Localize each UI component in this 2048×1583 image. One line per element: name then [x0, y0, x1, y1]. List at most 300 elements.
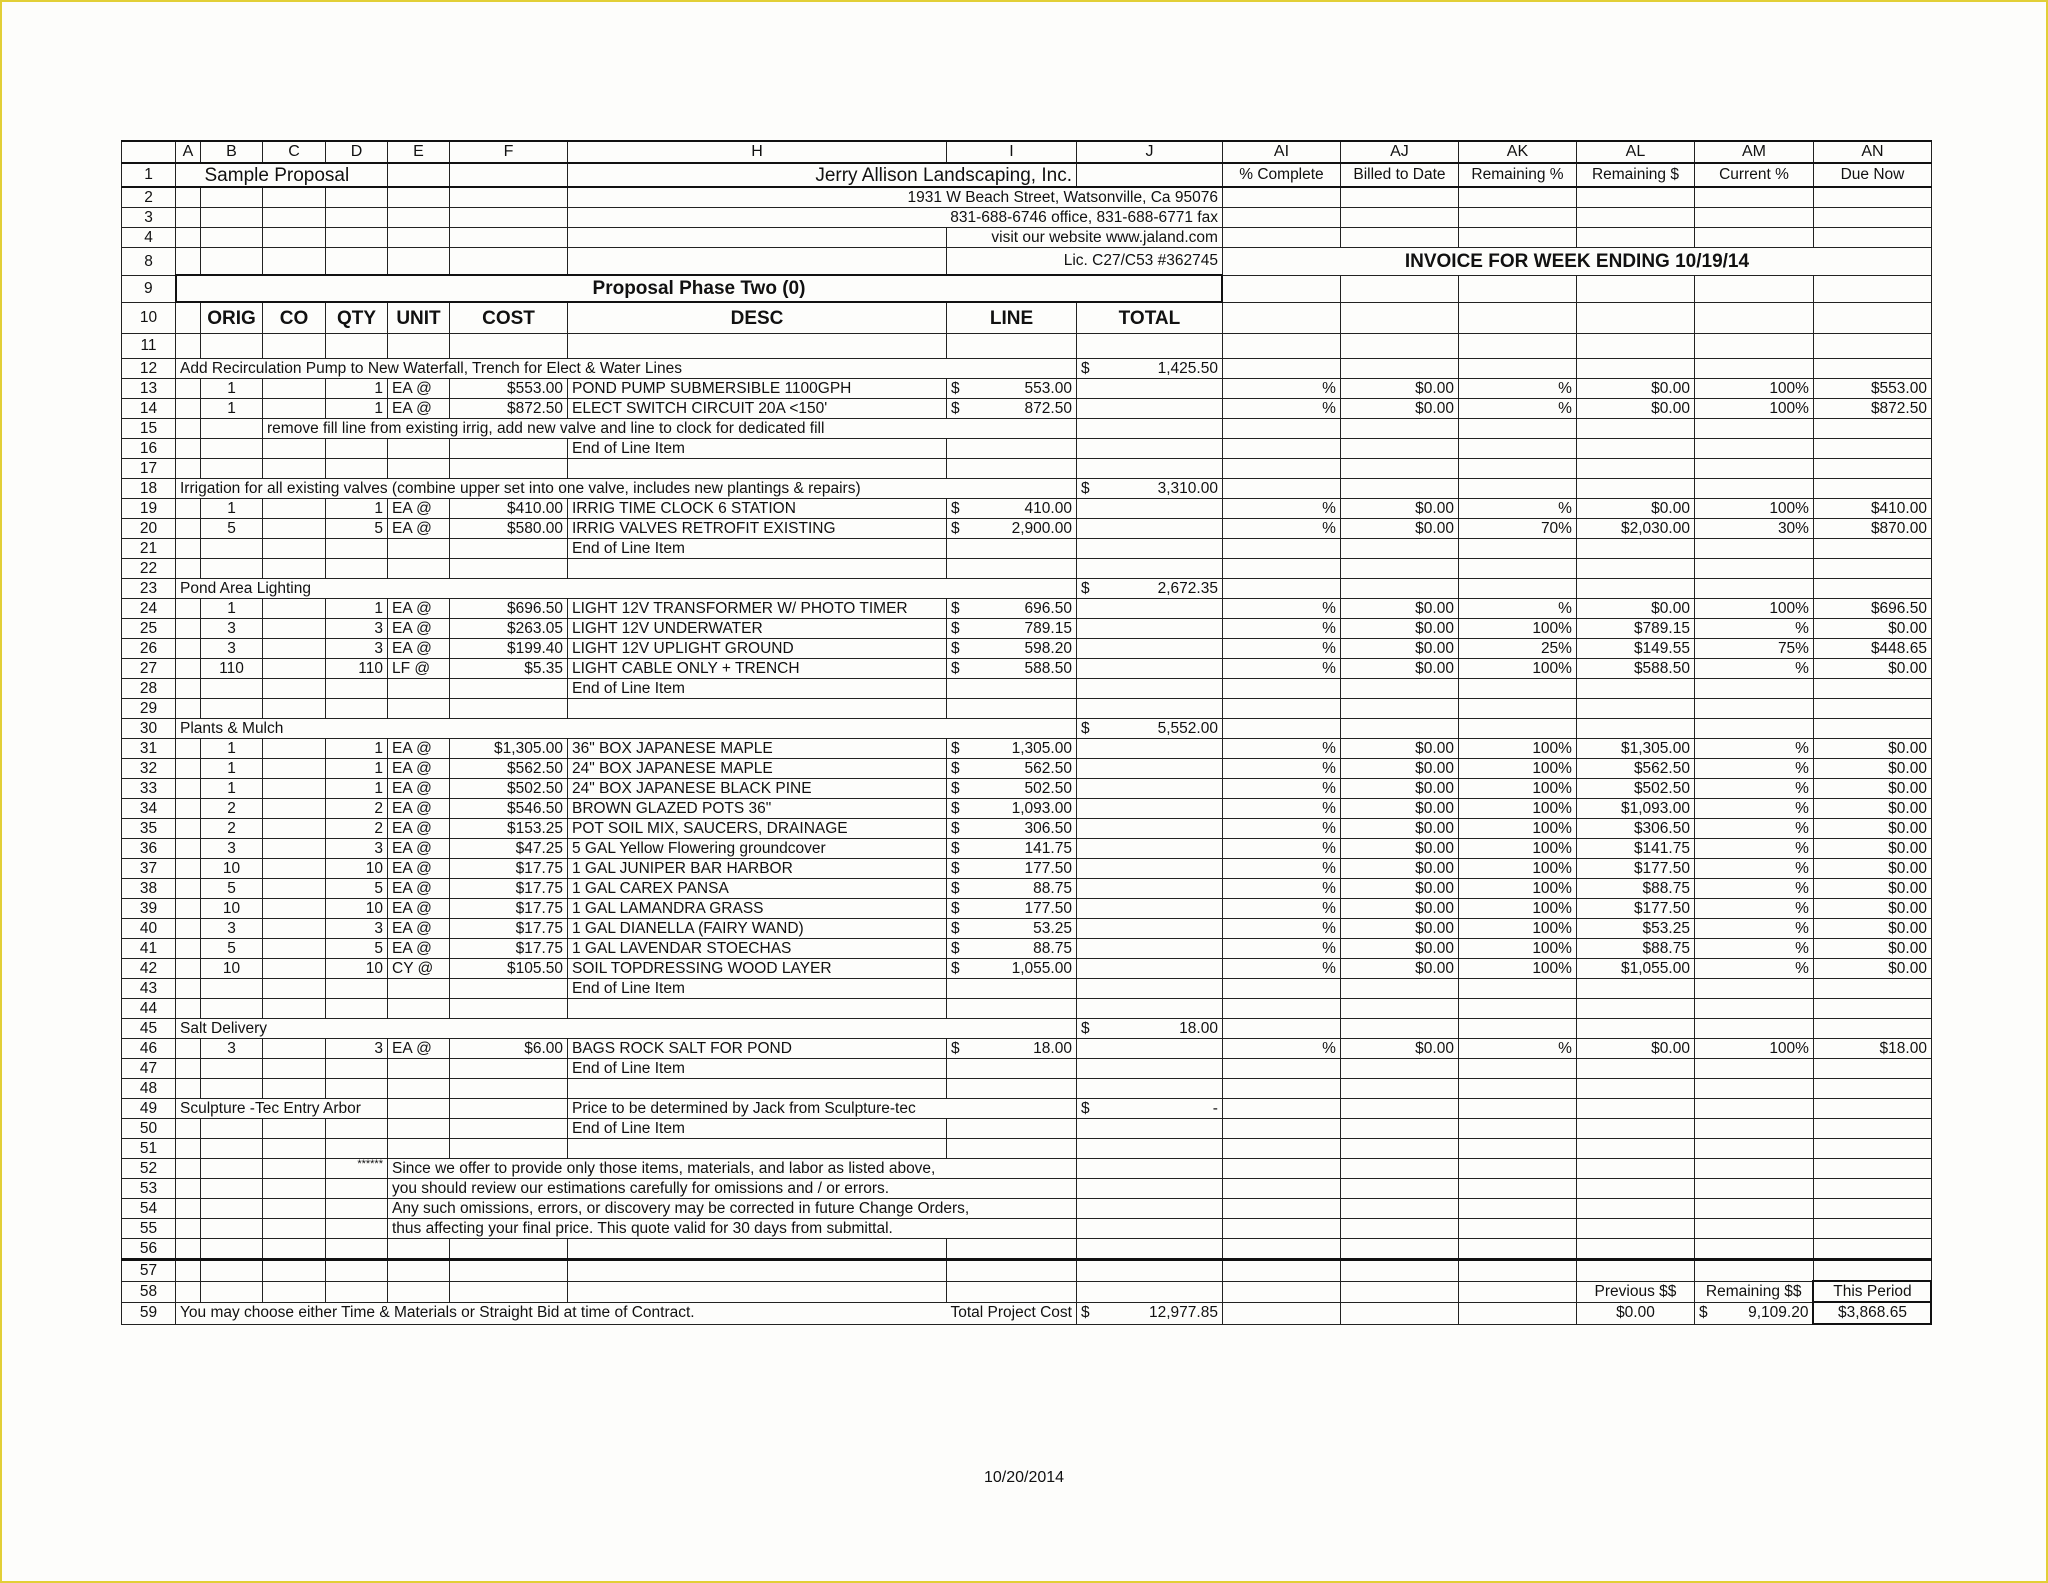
row-number[interactable]: 49: [122, 1099, 176, 1119]
due-now: $0.00: [1813, 919, 1931, 939]
remaining-percent: 100%: [1458, 919, 1576, 939]
percent-complete: %: [1222, 1039, 1340, 1059]
col-title-desc: DESC: [568, 302, 947, 334]
percent-complete: %: [1222, 799, 1340, 819]
section-title: Salt Delivery: [176, 1019, 1077, 1039]
row-number[interactable]: 8: [122, 248, 176, 276]
sheet-row: [122, 679, 1932, 699]
billed-to-date: $0.00: [1340, 619, 1458, 639]
item-orig: 3: [201, 639, 263, 659]
row-number[interactable]: 32: [122, 759, 176, 779]
sheet-row: [122, 379, 1932, 399]
sheet-row: [122, 979, 1932, 999]
item-cost: $17.75: [450, 899, 568, 919]
item-qty: 3: [326, 839, 388, 859]
col-title-total: TOTAL: [1076, 302, 1222, 334]
due-now: $0.00: [1813, 739, 1931, 759]
billing-col-header: Current %: [1694, 163, 1813, 187]
billed-to-date: $0.00: [1340, 1039, 1458, 1059]
due-now: $553.00: [1813, 379, 1931, 399]
due-now: $0.00: [1813, 619, 1931, 639]
remaining-dollars: $1,093.00: [1576, 799, 1694, 819]
sheet-row-1: [122, 163, 1932, 187]
billed-to-date: $0.00: [1340, 759, 1458, 779]
current-percent: %: [1694, 779, 1813, 799]
item-unit: EA @: [388, 839, 450, 859]
remaining-dollars: $1,055.00: [1576, 959, 1694, 979]
item-co: [263, 519, 326, 539]
billed-to-date: $0.00: [1340, 379, 1458, 399]
sheet-row: [122, 1239, 1932, 1260]
item-unit: EA @: [388, 599, 450, 619]
remaining-percent: 100%: [1458, 879, 1576, 899]
item-co: [263, 619, 326, 639]
col-letter[interactable]: A: [176, 141, 201, 163]
proposal-label: Sample Proposal: [201, 163, 388, 187]
item-line-total: $ 2,900.00: [947, 519, 1077, 539]
item-desc: 1 GAL DIANELLA (FAIRY WAND): [568, 919, 947, 939]
row-number[interactable]: 15: [122, 419, 176, 439]
row-number[interactable]: 19: [122, 499, 176, 519]
item-unit: EA @: [388, 639, 450, 659]
col-title-line: LINE: [947, 302, 1077, 334]
item-unit: EA @: [388, 779, 450, 799]
item-co: [263, 819, 326, 839]
item-line-total: $ 18.00: [947, 1039, 1077, 1059]
item-cost: $410.00: [450, 499, 568, 519]
sheet-row: [122, 619, 1932, 639]
item-orig: 1: [201, 739, 263, 759]
item-note: remove fill line from existing irrig, add new valve and line to clock for dedicated fill: [263, 419, 1077, 439]
item-co: [263, 919, 326, 939]
item-unit: EA @: [388, 899, 450, 919]
item-co: [263, 499, 326, 519]
row-number[interactable]: 16: [122, 439, 176, 459]
item-cost: $546.50: [450, 799, 568, 819]
item-cost: $263.05: [450, 619, 568, 639]
due-now: $0.00: [1813, 839, 1931, 859]
current-percent: %: [1694, 799, 1813, 819]
item-cost: $47.25: [450, 839, 568, 859]
sheet-row-9: [122, 275, 1932, 302]
col-letter[interactable]: H: [568, 141, 947, 163]
row-number[interactable]: 2: [122, 187, 176, 208]
item-line-total: $ 1,055.00: [947, 959, 1077, 979]
column-title-row: [122, 302, 1932, 334]
current-percent: %: [1694, 879, 1813, 899]
row-number[interactable]: 3: [122, 208, 176, 228]
row-number[interactable]: 31: [122, 739, 176, 759]
due-now: $0.00: [1813, 659, 1931, 679]
item-desc: 5 GAL Yellow Flowering groundcover: [568, 839, 947, 859]
percent-complete: %: [1222, 839, 1340, 859]
section-total: $ 2,672.35: [1076, 579, 1222, 599]
item-co: [263, 839, 326, 859]
row-number[interactable]: 44: [122, 999, 176, 1019]
remaining-dollars: $0.00: [1576, 599, 1694, 619]
due-now: $0.00: [1813, 799, 1931, 819]
col-letter[interactable]: AM: [1694, 141, 1813, 163]
col-letter[interactable]: C: [263, 141, 326, 163]
invoice-title: INVOICE FOR WEEK ENDING 10/19/14: [1222, 248, 1931, 276]
item-co: [263, 1039, 326, 1059]
remaining-dollars: $141.75: [1576, 839, 1694, 859]
item-unit: EA @: [388, 399, 450, 419]
item-line-total: $ 141.75: [947, 839, 1077, 859]
billed-to-date: $0.00: [1340, 519, 1458, 539]
sheet-row: [122, 419, 1932, 439]
item-orig: 5: [201, 879, 263, 899]
row-number[interactable]: 27: [122, 659, 176, 679]
item-unit: LF @: [388, 659, 450, 679]
sheet-row-4: [122, 228, 1932, 248]
item-cost: $5.35: [450, 659, 568, 679]
remaining-percent: 100%: [1458, 899, 1576, 919]
item-qty: 10: [326, 859, 388, 879]
row-number[interactable]: 33: [122, 779, 176, 799]
item-unit: EA @: [388, 1039, 450, 1059]
sheet-row: [122, 1119, 1932, 1139]
row-number[interactable]: 47: [122, 1059, 176, 1079]
sheet-row: [122, 359, 1932, 379]
row-number[interactable]: 48: [122, 1079, 176, 1099]
remaining-percent: 100%: [1458, 759, 1576, 779]
remaining-percent: %: [1458, 499, 1576, 519]
total-project-cost: $ 12,977.85: [1076, 1302, 1222, 1324]
disclaimer-text: you should review our estimations carefully for omissions and / or errors.: [388, 1179, 1077, 1199]
sheet-row: [122, 599, 1932, 619]
remaining-percent: %: [1458, 399, 1576, 419]
row-number[interactable]: 57: [122, 1260, 176, 1282]
row-number[interactable]: 9: [122, 275, 176, 302]
item-unit: EA @: [388, 379, 450, 399]
col-letter[interactable]: I: [947, 141, 1077, 163]
percent-complete: %: [1222, 899, 1340, 919]
company-address: 1931 W Beach Street, Watsonville, Ca 95076: [568, 187, 1223, 208]
item-line-total: $ 588.50: [947, 659, 1077, 679]
row-number[interactable]: 29: [122, 699, 176, 719]
section-total: $ 1,425.50: [1076, 359, 1222, 379]
current-percent: 100%: [1694, 379, 1813, 399]
current-percent: %: [1694, 619, 1813, 639]
billed-to-date: $0.00: [1340, 399, 1458, 419]
remaining-value: $ 9,109.20: [1694, 1302, 1813, 1324]
sheet-row: [122, 739, 1932, 759]
due-now: $696.50: [1813, 599, 1931, 619]
sheet-row: [122, 559, 1932, 579]
section-total: $ 18.00: [1076, 1019, 1222, 1039]
item-cost: $553.00: [450, 379, 568, 399]
col-letter[interactable]: E: [388, 141, 450, 163]
item-line-total: $ 177.50: [947, 859, 1077, 879]
item-qty: 5: [326, 879, 388, 899]
row-number[interactable]: 52: [122, 1159, 176, 1179]
row-number[interactable]: 36: [122, 839, 176, 859]
row-number[interactable]: 28: [122, 679, 176, 699]
row-number[interactable]: 34: [122, 799, 176, 819]
item-line-total: $ 789.15: [947, 619, 1077, 639]
item-qty: 110: [326, 659, 388, 679]
disclaimer-marker: ******: [326, 1159, 388, 1179]
row-number[interactable]: 4: [122, 228, 176, 248]
col-letter[interactable]: D: [326, 141, 388, 163]
percent-complete: %: [1222, 639, 1340, 659]
row-number[interactable]: 45: [122, 1019, 176, 1039]
percent-complete: %: [1222, 779, 1340, 799]
item-qty: 1: [326, 379, 388, 399]
remaining-percent: 100%: [1458, 819, 1576, 839]
item-desc: 24" BOX JAPANESE MAPLE: [568, 759, 947, 779]
row-number[interactable]: 14: [122, 399, 176, 419]
company-phone: 831-688-6746 office, 831-688-6771 fax: [568, 208, 1223, 228]
col-title-unit: UNIT: [388, 302, 450, 334]
billed-to-date: $0.00: [1340, 839, 1458, 859]
col-letter[interactable]: F: [450, 141, 568, 163]
sheet-row: [122, 1260, 1932, 1282]
this-period-value: $3,868.65: [1813, 1302, 1931, 1324]
section-title: Sculpture -Tec Entry Arbor: [176, 1099, 388, 1119]
item-co: [263, 959, 326, 979]
item-cost: $17.75: [450, 859, 568, 879]
current-percent: %: [1694, 859, 1813, 879]
row-number[interactable]: 18: [122, 479, 176, 499]
item-cost: $872.50: [450, 399, 568, 419]
item-line-total: $ 1,093.00: [947, 799, 1077, 819]
this-period-label: This Period: [1813, 1281, 1931, 1302]
item-unit: EA @: [388, 519, 450, 539]
item-cost: $6.00: [450, 1039, 568, 1059]
row-number[interactable]: 23: [122, 579, 176, 599]
item-co: [263, 759, 326, 779]
current-percent: 100%: [1694, 499, 1813, 519]
item-cost: $153.25: [450, 819, 568, 839]
item-line-total: $ 177.50: [947, 899, 1077, 919]
billing-col-header: Due Now: [1813, 163, 1931, 187]
row-number[interactable]: 26: [122, 639, 176, 659]
item-orig: 10: [201, 899, 263, 919]
col-letter[interactable]: AJ: [1340, 141, 1458, 163]
item-orig: 110: [201, 659, 263, 679]
row-number[interactable]: 42: [122, 959, 176, 979]
billing-col-header: Remaining %: [1458, 163, 1576, 187]
percent-complete: %: [1222, 379, 1340, 399]
remaining-percent: 100%: [1458, 859, 1576, 879]
sheet-row: [122, 699, 1932, 719]
item-co: [263, 779, 326, 799]
phase-title: Proposal Phase Two (0): [176, 275, 1223, 302]
col-letter[interactable]: AL: [1576, 141, 1694, 163]
item-line-total: $ 696.50: [947, 599, 1077, 619]
billed-to-date: $0.00: [1340, 739, 1458, 759]
item-orig: 3: [201, 839, 263, 859]
current-percent: %: [1694, 959, 1813, 979]
due-now: $448.65: [1813, 639, 1931, 659]
item-desc: Price to be determined by Jack from Sculpture-tec: [568, 1099, 1077, 1119]
billed-to-date: $0.00: [1340, 959, 1458, 979]
sheet-row-11: [122, 334, 1932, 359]
billed-to-date: $0.00: [1340, 499, 1458, 519]
col-letter[interactable]: AI: [1222, 141, 1340, 163]
item-desc: POT SOIL MIX, SAUCERS, DRAINAGE: [568, 819, 947, 839]
sheet-row: [122, 1179, 1932, 1199]
item-qty: 3: [326, 1039, 388, 1059]
sheet-row: [122, 759, 1932, 779]
row-number[interactable]: 25: [122, 619, 176, 639]
item-desc: End of Line Item: [568, 979, 947, 999]
disclaimer-text: Since we offer to provide only those items, materials, and labor as listed above,: [388, 1159, 1077, 1179]
item-unit: EA @: [388, 619, 450, 639]
item-orig: 1: [201, 599, 263, 619]
company-website: visit our website www.jaland.com: [947, 228, 1223, 248]
col-letter[interactable]: AN: [1813, 141, 1931, 163]
row-number[interactable]: 43: [122, 979, 176, 999]
sheet-row: [122, 1159, 1932, 1179]
row-number[interactable]: 56: [122, 1239, 176, 1260]
column-letter-row: [122, 141, 1932, 163]
sheet-row: [122, 799, 1932, 819]
remaining-dollars: $1,305.00: [1576, 739, 1694, 759]
billed-to-date: $0.00: [1340, 919, 1458, 939]
remaining-dollars: $177.50: [1576, 859, 1694, 879]
due-now: $870.00: [1813, 519, 1931, 539]
percent-complete: %: [1222, 739, 1340, 759]
billed-to-date: $0.00: [1340, 899, 1458, 919]
remaining-dollars: $177.50: [1576, 899, 1694, 919]
percent-complete: %: [1222, 859, 1340, 879]
item-unit: EA @: [388, 939, 450, 959]
remaining-percent: 25%: [1458, 639, 1576, 659]
item-line-total: $ 306.50: [947, 819, 1077, 839]
sheet-row: [122, 1199, 1932, 1219]
remaining-percent: %: [1458, 599, 1576, 619]
remaining-dollars: $588.50: [1576, 659, 1694, 679]
percent-complete: %: [1222, 959, 1340, 979]
col-letter[interactable]: B: [201, 141, 263, 163]
item-cost: $17.75: [450, 879, 568, 899]
billed-to-date: $0.00: [1340, 819, 1458, 839]
billed-to-date: $0.00: [1340, 659, 1458, 679]
item-desc: End of Line Item: [568, 539, 947, 559]
item-qty: 5: [326, 939, 388, 959]
item-co: [263, 859, 326, 879]
billed-to-date: $0.00: [1340, 859, 1458, 879]
item-qty: 1: [326, 739, 388, 759]
item-co: [263, 799, 326, 819]
col-letter[interactable]: AK: [1458, 141, 1576, 163]
item-qty: 1: [326, 599, 388, 619]
row-number[interactable]: 58: [122, 1281, 176, 1302]
row-number[interactable]: 53: [122, 1179, 176, 1199]
corner-cell[interactable]: [122, 141, 176, 163]
item-orig: 1: [201, 779, 263, 799]
item-unit: EA @: [388, 879, 450, 899]
item-co: [263, 739, 326, 759]
row-number[interactable]: 24: [122, 599, 176, 619]
billed-to-date: $0.00: [1340, 939, 1458, 959]
col-title-cost: COST: [450, 302, 568, 334]
item-desc: LIGHT 12V TRANSFORMER W/ PHOTO TIMER: [568, 599, 947, 619]
row-number[interactable]: 20: [122, 519, 176, 539]
item-orig: 2: [201, 819, 263, 839]
item-unit: EA @: [388, 759, 450, 779]
percent-complete: %: [1222, 939, 1340, 959]
remaining-dollars: $88.75: [1576, 879, 1694, 899]
item-desc: 36" BOX JAPANESE MAPLE: [568, 739, 947, 759]
company-name: Jerry Allison Landscaping, Inc.: [568, 163, 1077, 187]
sheet-row-8: [122, 248, 1932, 276]
row-number[interactable]: 35: [122, 819, 176, 839]
row-number[interactable]: 40: [122, 919, 176, 939]
row-number[interactable]: 39: [122, 899, 176, 919]
sheet-row: [122, 499, 1932, 519]
row-number[interactable]: 38: [122, 879, 176, 899]
row-number[interactable]: 21: [122, 539, 176, 559]
percent-complete: %: [1222, 619, 1340, 639]
row-number[interactable]: 55: [122, 1219, 176, 1239]
item-desc: End of Line Item: [568, 439, 947, 459]
billing-col-header: Billed to Date: [1340, 163, 1458, 187]
row-number[interactable]: 13: [122, 379, 176, 399]
sheet-row: [122, 1039, 1932, 1059]
item-desc: IRRIG VALVES RETROFIT EXISTING: [568, 519, 947, 539]
remaining-dollars: $2,030.00: [1576, 519, 1694, 539]
item-desc: LIGHT CABLE ONLY + TRENCH: [568, 659, 947, 679]
row-number[interactable]: 22: [122, 559, 176, 579]
remaining-dollars: $502.50: [1576, 779, 1694, 799]
col-letter[interactable]: J: [1076, 141, 1222, 163]
current-percent: 100%: [1694, 1039, 1813, 1059]
remaining-dollars: $149.55: [1576, 639, 1694, 659]
remaining-percent: 100%: [1458, 939, 1576, 959]
item-qty: 5: [326, 519, 388, 539]
item-desc: 1 GAL LAMANDRA GRASS: [568, 899, 947, 919]
item-desc: End of Line Item: [568, 1119, 947, 1139]
row-number[interactable]: 11: [122, 334, 176, 359]
item-cost: $696.50: [450, 599, 568, 619]
percent-complete: %: [1222, 399, 1340, 419]
row-number[interactable]: 1: [122, 163, 176, 187]
row-number[interactable]: 50: [122, 1119, 176, 1139]
row-number[interactable]: 12: [122, 359, 176, 379]
section-title: Irrigation for all existing valves (combine upper set into one valve, includes new plantings & repairs): [176, 479, 1077, 499]
sheet-row: [122, 859, 1932, 879]
row-number[interactable]: 51: [122, 1139, 176, 1159]
row-number[interactable]: 30: [122, 719, 176, 739]
sheet-row: [122, 579, 1932, 599]
sheet-row: [122, 439, 1932, 459]
remaining-dollars: $306.50: [1576, 819, 1694, 839]
row-number[interactable]: 10: [122, 302, 176, 334]
item-orig: 3: [201, 619, 263, 639]
item-co: [263, 639, 326, 659]
total-project-cost-label: Total Project Cost: [947, 1302, 1077, 1324]
row-number[interactable]: 41: [122, 939, 176, 959]
row-number[interactable]: 59: [122, 1302, 176, 1324]
due-now: $18.00: [1813, 1039, 1931, 1059]
item-unit: EA @: [388, 739, 450, 759]
item-desc: POND PUMP SUBMERSIBLE 1100GPH: [568, 379, 947, 399]
item-qty: 1: [326, 399, 388, 419]
item-co: [263, 899, 326, 919]
remaining-dollars: $88.75: [1576, 939, 1694, 959]
item-cost: $1,305.00: [450, 739, 568, 759]
item-desc: End of Line Item: [568, 1059, 947, 1079]
row-number[interactable]: 17: [122, 459, 176, 479]
row-number[interactable]: 54: [122, 1199, 176, 1219]
section-total: $ 3,310.00: [1076, 479, 1222, 499]
row-number[interactable]: 46: [122, 1039, 176, 1059]
row-number[interactable]: 37: [122, 859, 176, 879]
